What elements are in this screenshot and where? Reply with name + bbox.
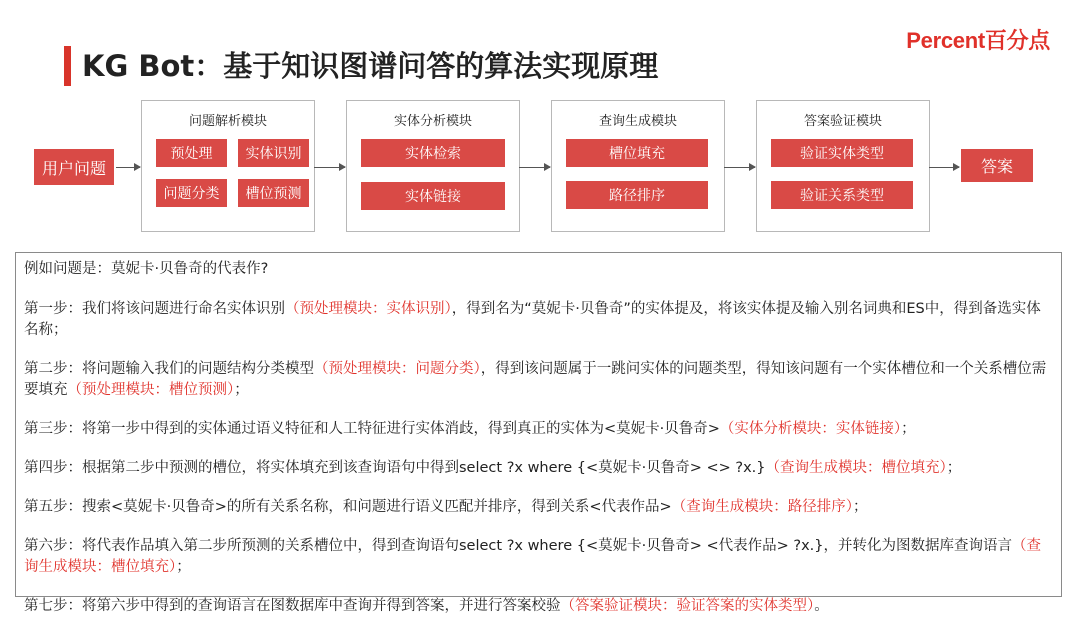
step-5-module-tag: （查询生成模块：路径排序） — [671, 499, 853, 515]
module-title: 实体分析模块 — [393, 114, 472, 129]
node-slot-prediction: 槽位预测 — [238, 179, 309, 207]
output-node: 答案 — [961, 149, 1033, 182]
brand-logo: Percent百分点 — [906, 28, 1050, 53]
arrow-input-to-parse — [116, 167, 140, 168]
node-question-classify: 问题分类 — [156, 179, 227, 207]
step-2 — [24, 359, 1053, 401]
node-slot-filling: 槽位填充 — [566, 139, 708, 167]
node-path-ranking: 路径排序 — [566, 181, 708, 209]
node-entity-linking: 实体链接 — [361, 182, 505, 210]
title-accent-bar — [64, 46, 71, 86]
step-2-module-tag: （预处理模块：问题分类） — [314, 361, 481, 377]
step-4-text: 第四步：根据第二步中预测的槽位，将实体填充到该查询语句中得到select ?x where {<莫妮卡·贝鲁奇> <> ?x.} — [24, 460, 766, 476]
input-node: 用户问题 — [34, 149, 114, 185]
example-textbox — [15, 252, 1062, 614]
arrow-entity-to-query — [519, 167, 550, 168]
step-5-text: 第五步：搜索<莫妮卡·贝鲁奇>的所有关系名称，和问题进行语义匹配并排序，得到关系<代表作品> — [24, 499, 672, 515]
step-1-text: 第一步：我们将该问题进行命名实体识别 — [24, 301, 285, 317]
step-6-text: 第六步：将代表作品填入第二步所预测的关系槽位中，得到查询语句select ?x where {<莫妮卡·贝鲁奇> <代表作品> ?x.}，并转化为图数据库查询语言 — [24, 538, 1012, 554]
arrow-verify-to-answer — [929, 167, 959, 168]
module-title: 查询生成模块 — [598, 114, 677, 129]
step-7 — [24, 596, 1053, 617]
step-7-text: 第七步：将第六步中得到的查询语言在图数据库中查询并得到答案，并进行答案校验 — [24, 598, 561, 614]
node-preprocess: 预处理 — [156, 139, 227, 167]
step-5-end: ； — [852, 499, 868, 515]
step-3-text: 第三步：将第一步中得到的实体通过语义特征和人工特征进行实体消歧，得到真正的实体为<莫妮卡·贝鲁奇> — [24, 421, 720, 437]
step-6-module-tag: （查询生成模块：槽位填充） — [24, 538, 1041, 575]
step-3 — [24, 419, 1053, 440]
step-3-end: ； — [901, 421, 916, 437]
module-title: 问题解析模块 — [188, 114, 267, 129]
step-4-end: ； — [946, 460, 962, 476]
node-verify-relation-type: 验证关系类型 — [771, 181, 913, 209]
node-entity-retrieval: 实体检索 — [361, 139, 505, 167]
step-5 — [24, 497, 1053, 518]
node-entity-recognition: 实体识别 — [238, 139, 309, 167]
step-2-text-cont: ，得到该问题属于一跳问实体的问题类型，得知该问题有一个实体槽位和一个关系槽位需要填充 — [24, 361, 1047, 398]
step-2-end: ； — [234, 382, 249, 398]
step-1 — [24, 299, 1053, 341]
step-2-text: 第二步：将问题输入我们的问题结构分类模型 — [24, 361, 314, 377]
step-6-end: ； — [176, 559, 191, 575]
step-1-text-cont: ，得到名为“莫妮卡·贝鲁奇”的实体提及，将该实体提及输入别名词典和ES中，得到备选实体名称； — [24, 301, 1041, 338]
arrow-query-to-verify — [724, 167, 755, 168]
module-title: 答案验证模块 — [803, 114, 882, 129]
step-4-module-tag: （查询生成模块：槽位填充） — [765, 460, 947, 476]
step-3-module-tag: （实体分析模块：实体链接） — [719, 421, 902, 437]
step-7-module-tag: （答案验证模块：验证答案的实体类型） — [560, 598, 815, 614]
step-4 — [24, 458, 1053, 479]
arrow-parse-to-entity — [314, 167, 345, 168]
step-7-end: 。 — [814, 598, 829, 614]
page-title: KG Bot：基于知识图谱问答的算法实现原理 — [82, 49, 659, 83]
step-1-module-tag: （预处理模块：实体识别） — [285, 301, 452, 317]
step-2-module-tag-2: （预处理模块：槽位预测） — [67, 382, 235, 398]
node-verify-entity-type: 验证实体类型 — [771, 139, 913, 167]
example-question: 例如问题是：莫妮卡·贝鲁奇的代表作? — [24, 261, 269, 277]
step-6 — [24, 536, 1053, 578]
